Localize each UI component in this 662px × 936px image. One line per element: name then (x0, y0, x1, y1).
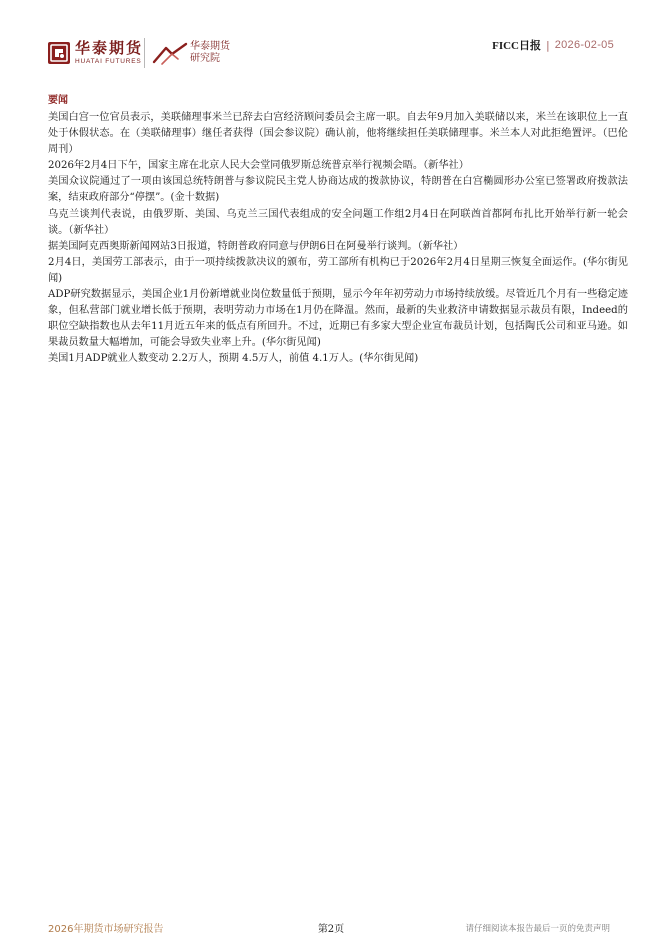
sub-logo-line1: 华泰期货 (190, 41, 230, 52)
header-separator: | (546, 38, 550, 52)
huatai-logo (48, 38, 143, 68)
research-institute-logo (152, 38, 230, 68)
news-content (48, 93, 628, 368)
news-paragraph: 2026年2月4日下午，国家主席在北京人民大会堂同俄罗斯总统普京举行视频会晤。（新华社） (48, 160, 469, 172)
page-number: 第2页 (317, 924, 345, 935)
huatai-logo-icon (48, 42, 70, 64)
news-paragraph: 2月4日，美国劳工部表示，由于一项持续拨款决议的颁布，劳工部所有机构已于2026年2月4日星期三恢复全面运作。(华尔街见闻) (48, 256, 628, 284)
page-header (0, 0, 662, 80)
report-header-info (492, 37, 614, 53)
news-paragraph: 美国众议院通过了一项由该国总统特朗普与参议院民主党人协商达成的拨款协议，特朗普在白宫椭圆形办公室已签署政府拨款法案，结束政府部分“停摆”。(金十数据) (48, 176, 628, 204)
sub-logo-line2: 研究院 (190, 53, 220, 64)
page-footer (0, 912, 662, 936)
news-paragraph: 据美国阿克西奥斯新闻网站3日报道，特朗普政府同意与伊朗6日在阿曼举行谈判。（新华社） (48, 240, 464, 252)
news-paragraph: 美国1月ADP就业人数变动 2.2万人，预期 4.5万人，前值 4.1万人。(华尔街见闻) (48, 353, 419, 365)
footer-report-name: 2026年期货市场研究报告 (48, 924, 164, 935)
logo-divider (144, 38, 145, 68)
logo-chinese-name: 华泰期货 (75, 38, 144, 57)
research-institute-logo-icon (152, 40, 188, 66)
news-paragraph: ADP研究数据显示，美国企业1月份新增就业岗位数量低于预期，显示今年年初劳动力市场持续放缓。尽管近几个月有一些稳定迹象，但私营部门就业增长低于预期，表明劳动力市场在1月仍在降温。然而，最新的失业救济申请数据显示裁员有限，Indeed的职位空缺指数也从去年11月近五年来的低点有所回升。不过，近期已有多家大型企业宣布裁员计划，包括陶氏公司和亚马逊。如果裁员数量大幅增加，可能会导致失业率上升。(华尔街见闻) (48, 289, 628, 349)
news-paragraph: 乌克兰谈判代表说，由俄罗斯、美国、乌克兰三国代表组成的安全问题工作组2月4日在阿联酋首都阿布扎比开始举行新一轮会谈。（新华社） (48, 208, 628, 236)
section-title: 要闻 (48, 95, 68, 106)
logo-english-name: HUATAI FUTURES (75, 57, 142, 65)
report-date: 2026-02-05 (554, 39, 614, 51)
report-type: FICC日报 (492, 40, 541, 52)
news-paragraph: 美国白宫一位官员表示，美联储理事米兰已辞去白宫经济顾问委员会主席一职。自去年9月加入美联储以来，米兰在该职位上一直处于休假状态。在（美联储理事）继任者获得（国会参议院）确认前，他将继续担任美联储理事。米兰本人对此拒绝置评。（巴伦周刊） (48, 112, 628, 156)
disclaimer-note: 请仔细阅读本报告最后一页的免责声明 (465, 924, 610, 934)
